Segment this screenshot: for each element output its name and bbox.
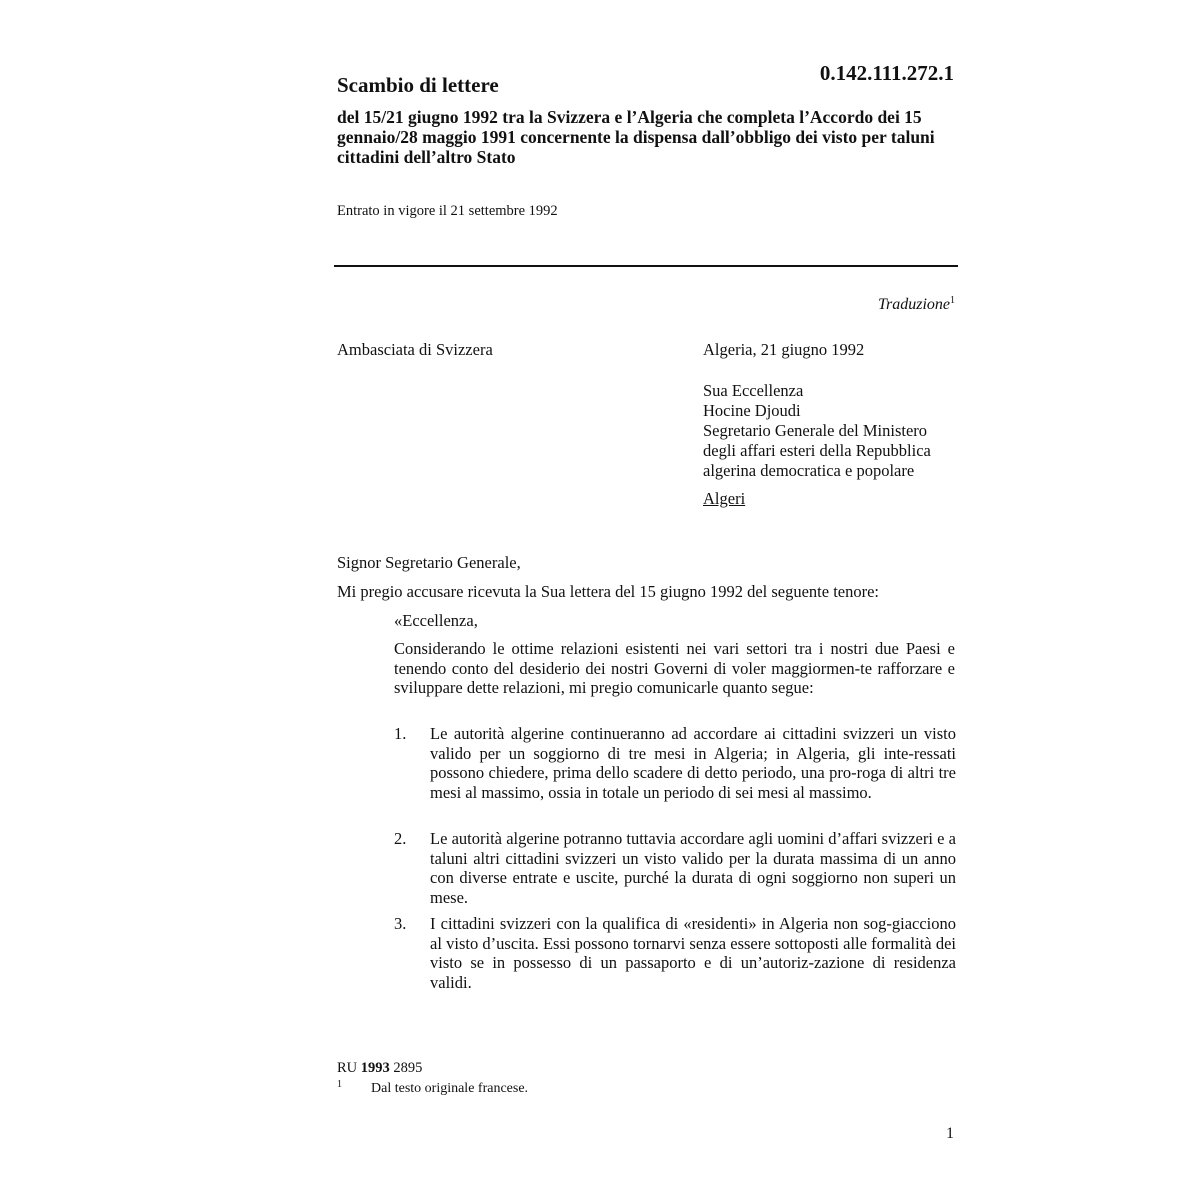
list-item-text: Le autorità algerine continueranno ad accordare ai cittadini svizzeri un visto valido per un soggiorno di tre mesi in Algeria; in Algeria, gli inte-ressati possono chiedere, prima dello scadere di detto periodo, una pro-roga di altri tre mesi al massimo, ossia in totale un periodo di sei mesi al massimo.: [430, 724, 956, 802]
footnote-text: Dal testo originale francese.: [371, 1081, 529, 1096]
ru-page: 2895: [393, 1060, 423, 1076]
recipient-line: algerina democratica e popolare: [703, 461, 915, 480]
list-item-number: 2.: [394, 829, 407, 848]
place-date: Algeria, 21 giugno 1992: [703, 340, 865, 359]
page-number: 1: [946, 1125, 954, 1142]
list-item: [394, 914, 956, 992]
footnote-reference: 1: [950, 295, 955, 306]
header-divider: [334, 265, 958, 267]
ru-year: 1993: [360, 1060, 390, 1076]
quote-greeting: «Eccellenza,: [394, 611, 478, 630]
recipient-address: [703, 381, 963, 481]
official-collection-reference: [337, 1060, 422, 1077]
quote-paragraph: Considerando le ottime relazioni esistenti nei vari settori tra i nostri due Paesi e tenendo conto del desiderio dei nostri Governi di voler maggiormen-te rafforzare e sviluppare dette relazioni, mi pregio comunicarle quanto segue:: [394, 639, 955, 697]
recipient-line: degli affari esteri della Repubblica: [703, 441, 931, 460]
list-item-number: 1.: [394, 724, 407, 743]
recipient-city: Algeri: [703, 489, 746, 508]
document-number: 0.142.111.272.1: [819, 61, 954, 85]
list-item-number: 3.: [394, 914, 407, 933]
sender: Ambasciata di Svizzera: [337, 340, 493, 359]
footnote-mark: 1: [337, 1079, 342, 1090]
recipient-line: Segretario Generale del Ministero: [703, 421, 928, 440]
recipient-line: Hocine Djoudi: [703, 401, 801, 420]
list-item: [394, 829, 956, 907]
document-subtitle: del 15/21 giugno 1992 tra la Svizzera e l’Algeria che completa l’Accordo dei 15 gennaio/28 maggio 1991 concernente la dispensa dall’obbligo dei visto per taluni cittadini dell’altro Stato: [337, 107, 935, 167]
list-item-text: I cittadini svizzeri con la qualifica di «residenti» in Algeria non sog-giacciono al visto d’uscita. Essi possono tornarvi senza essere sottoposti alle formalità dei visto se in possesso di un passaporto e di un’autoriz-zazione di residenza validi.: [430, 914, 956, 992]
recipient-line: Sua Eccellenza: [703, 381, 804, 400]
translation-label: [760, 296, 955, 314]
entry-into-force: Entrato in vigore il 21 settembre 1992: [337, 203, 558, 219]
document-title: Scambio di lettere: [337, 73, 499, 97]
intro-paragraph: Mi pregio accusare ricevuta la Sua lettera del 15 giugno 1992 del seguente tenore:: [337, 582, 880, 601]
translation-text: Traduzione: [877, 296, 950, 313]
list-item: [394, 724, 956, 802]
salutation: Signor Segretario Generale,: [337, 553, 521, 572]
footnote: [337, 1081, 528, 1097]
ru-prefix: RU: [337, 1060, 358, 1076]
list-item-text: Le autorità algerine potranno tuttavia accordare agli uomini d’affari svizzeri e a taluni altri cittadini svizzeri un visto valido per la durata massima di un anno con diverse entrate e uscite, purché la durata di ogni soggiorno non superi un mese.: [430, 829, 956, 907]
